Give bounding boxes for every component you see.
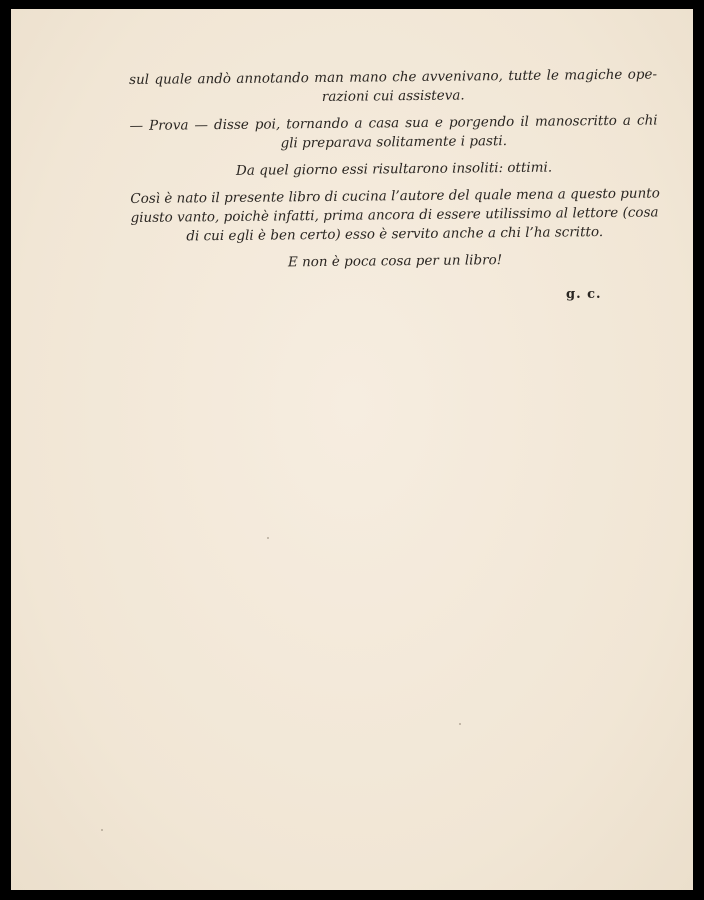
paper-speck: [101, 829, 103, 831]
paragraph-5: [131, 249, 659, 274]
paragraph-4: [130, 184, 659, 247]
text-line: giusto vanto, poichè infatti, prima ancora di essere utilissimo al lettore (cosa: [130, 204, 659, 226]
text-line: E non è poca cosa per un libro!: [287, 252, 503, 271]
paper-speck: [459, 723, 461, 725]
text-line: Così è nato il presente libro di cucina l’autore del quale mena a questo punto: [130, 185, 660, 207]
text-line: sul quale andò annotando man mano che avvenivano, tutte le magiche ope-: [129, 66, 658, 88]
text-line: gli preparava solitamente i pasti.: [280, 133, 508, 152]
paragraph-2: [129, 111, 657, 155]
author-initials: g. c.: [566, 287, 602, 302]
paragraph-3: [130, 157, 658, 182]
text-line: — Prova — disse poi, tornando a casa sua e porgendo il manoscritto a chi: [129, 112, 658, 134]
paragraph-1: [129, 65, 657, 109]
paper-speck: [267, 537, 269, 539]
body-text: [129, 65, 659, 282]
text-line: di cui egli è ben certo) esso è servito anche a chi l’ha scritto.: [186, 224, 604, 245]
book-page: [11, 9, 693, 890]
text-line: razioni cui assisteva.: [321, 87, 465, 105]
text-line: Da quel giorno essi risultarono insoliti: ottimi.: [235, 159, 553, 179]
